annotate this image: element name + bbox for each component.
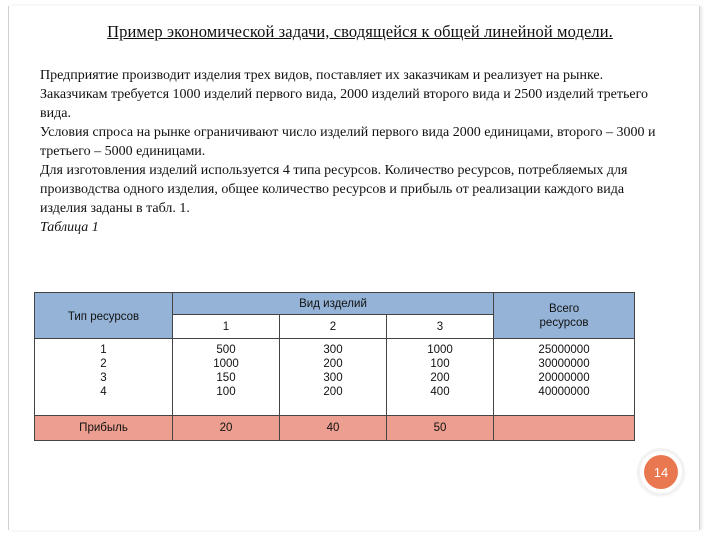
profit-value: 50 [387,416,494,441]
total-value: 30000000 [538,358,590,370]
profit-value: 20 [173,416,280,441]
product-col-3: 3 [387,315,494,339]
usage-value: 200 [430,372,450,384]
product-3-usage-cell [387,339,494,416]
resource-types-cell [35,339,173,416]
usage-value: 1000 [427,344,453,356]
page-number: 14 [644,455,678,489]
paragraph: Условия спроса на рынке ограничивают число изделий первого вида 2000 единицами, второго – 3000 и третьего – 5000 единицами. [40,125,656,159]
page-number-badge [640,451,682,493]
problem-text [40,66,672,237]
resource-type: 4 [100,386,107,398]
total-value: 20000000 [538,372,590,384]
page-title: Пример экономической задачи, сводящейся к общей линейной модели. [107,22,613,41]
header-total-resources [494,293,635,339]
total-value: 40000000 [538,386,590,398]
header-resource-type: Тип ресурсов [35,293,173,339]
profit-label: Прибыль [35,416,173,441]
table-caption: Таблица 1 [40,220,99,235]
usage-value: 300 [323,372,343,384]
usage-value: 400 [430,386,450,398]
profit-value: 40 [280,416,387,441]
usage-value: 100 [216,386,236,398]
usage-value: 1000 [213,358,239,370]
resource-table [34,292,635,441]
usage-value: 200 [323,358,343,370]
paragraph: Предприятие производит изделия трех видов, поставляет их заказчикам и реализует на рынке. [40,68,604,83]
product-col-2: 2 [280,315,387,339]
product-1-usage-cell [173,339,280,416]
usage-value: 150 [216,372,236,384]
paragraph: Заказчикам требуется 1000 изделий первого вида, 2000 изделий второго вида и 2500 изделий третьего вида. [40,87,648,121]
usage-value: 100 [430,358,450,370]
total-value: 25000000 [538,344,590,356]
paragraph: Для изготовления изделий используется 4 типа ресурсов. Количество ресурсов, потребляемых для производства одного изделия, общее количество ресурсов и прибыль от реализации каждого вида изделия заданы в табл. 1. [40,163,628,216]
resource-type: 1 [100,344,107,356]
header-product-type: Вид изделий [173,293,494,315]
product-col-1: 1 [173,315,280,339]
usage-value: 200 [323,386,343,398]
resource-type: 2 [100,358,107,370]
profit-empty-cell [494,416,635,441]
product-2-usage-cell [280,339,387,416]
usage-value: 300 [323,344,343,356]
usage-value: 500 [216,344,236,356]
table-row [35,339,635,416]
header-total-label: Всего ресурсов [539,302,589,329]
resource-type: 3 [100,372,107,384]
profit-row [35,416,635,441]
total-resources-cell [494,339,635,416]
